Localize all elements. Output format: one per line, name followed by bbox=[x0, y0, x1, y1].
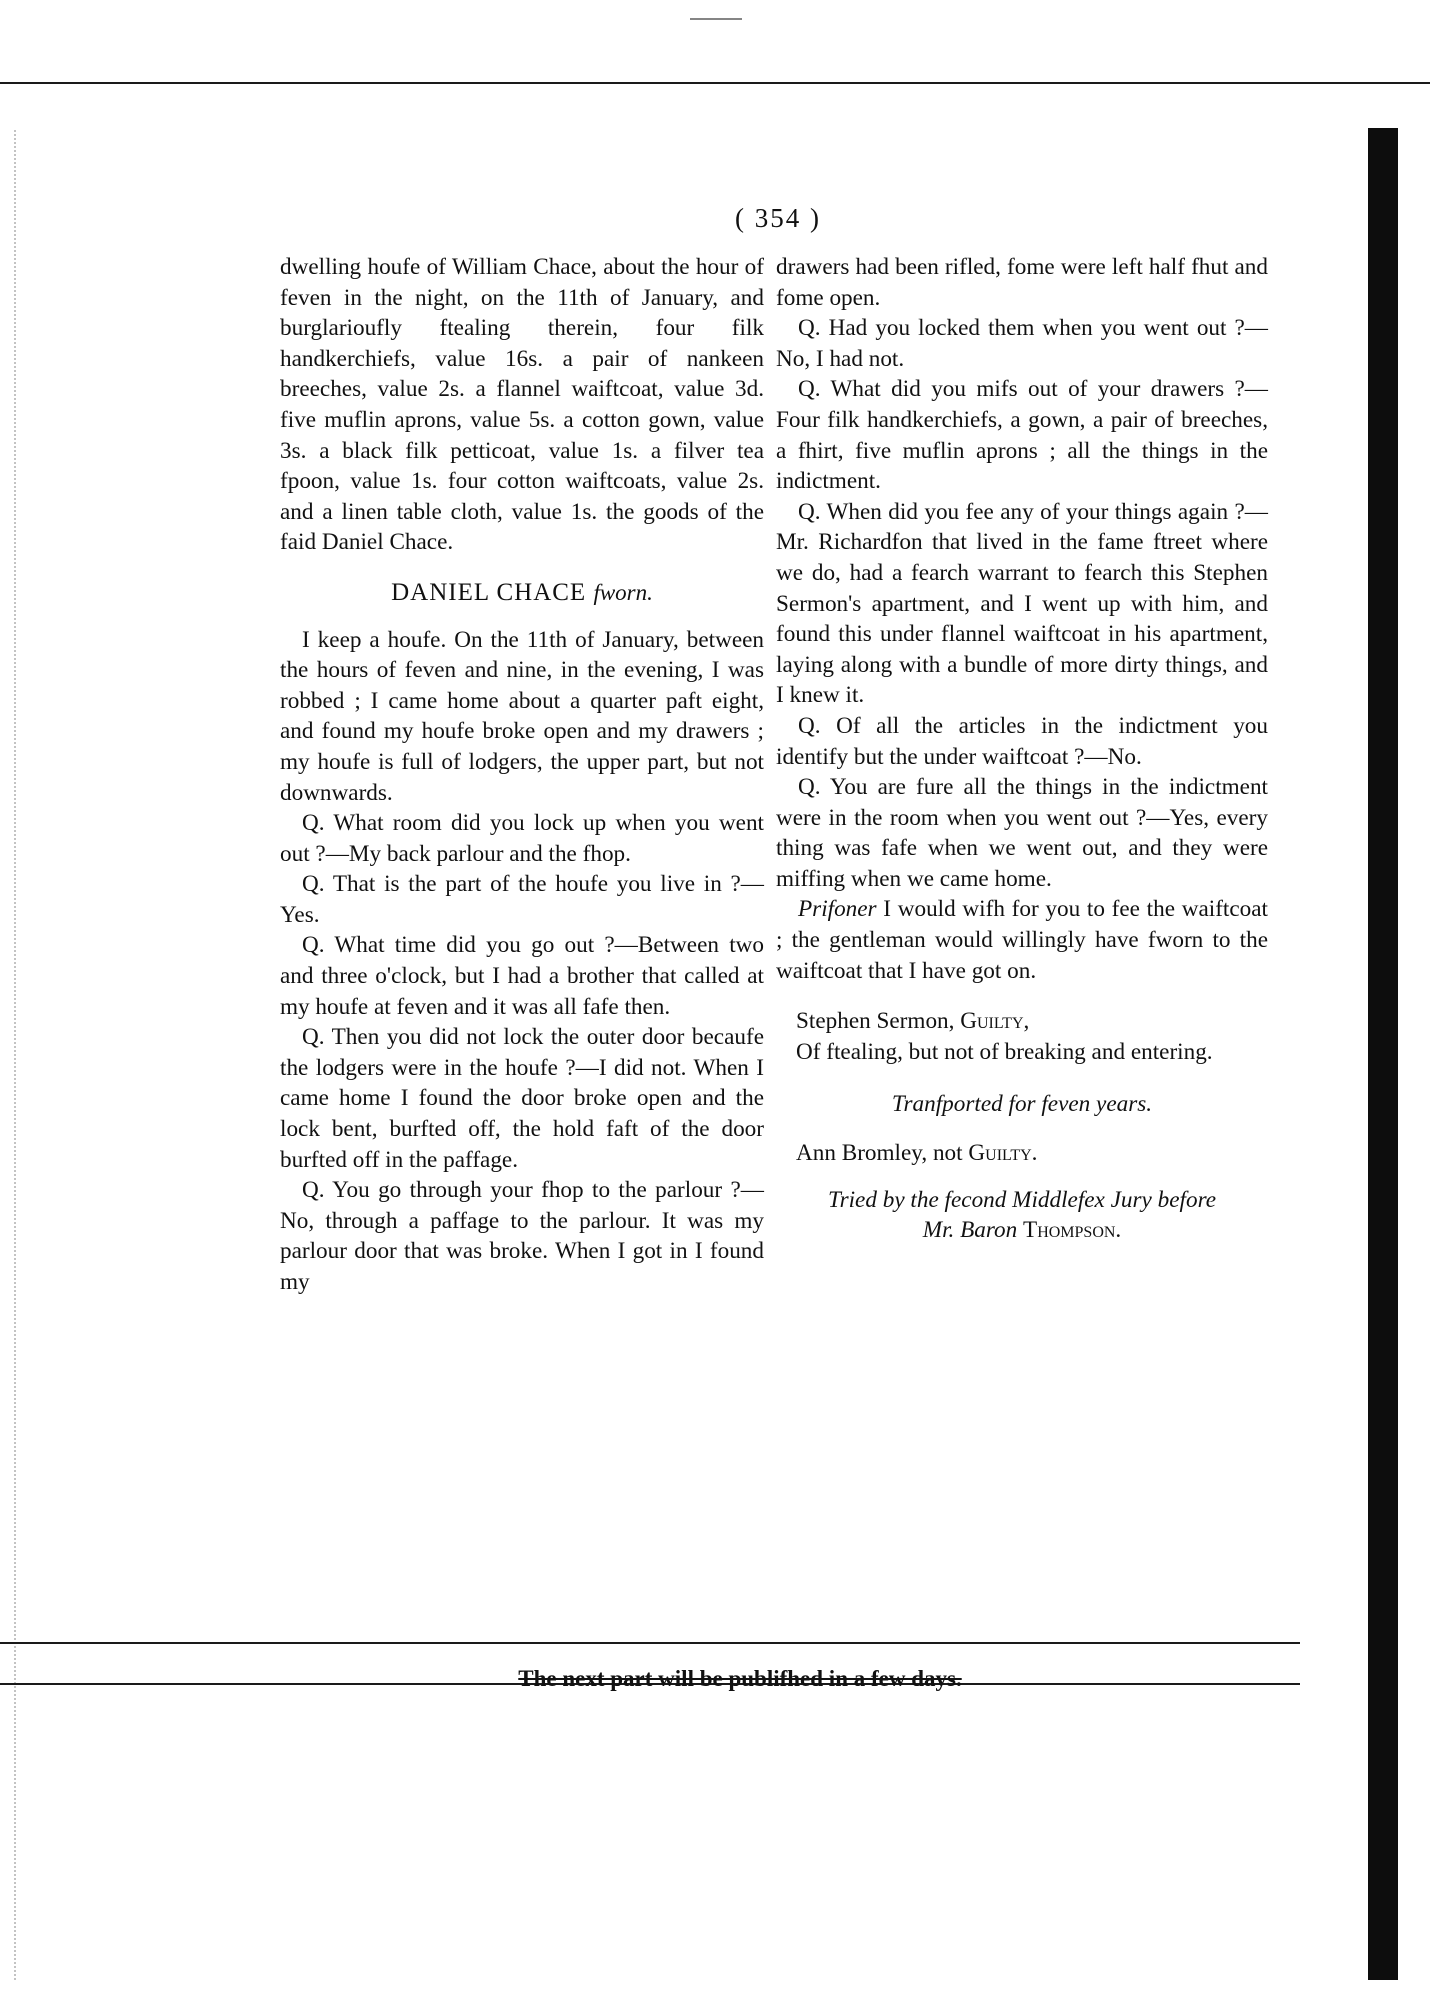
testimony-paragraph: I keep a houfe. On the 11th of January, between the hours of feven and nine, in the evening, I was robbed ; I came home about a quarter paft eight, and found my houfe broke open and my drawers ; my houfe is full of lodgers, the upper part, but not downwards. bbox=[280, 626, 764, 806]
testimony-paragraph: Q. You are fure all the things in the indictment were in the room when you went out ?—Yes, every thing was fafe when we went out, and they were miffing when we came home. bbox=[776, 774, 1268, 892]
prisoner-text: I would wifh for you to fee the waiftcoat ; the gentleman would willingly have fworn to the waiftcoat that I have got on. bbox=[776, 896, 1268, 984]
testimony-paragraph: Q. Then you did not lock the outer door becaufe the lodgers were in the houfe ?—I did not. When I came home I found the door broke open and the lock bent, burfted off, the hold faft of the door burfted off in the paffage. bbox=[280, 1024, 764, 1173]
testimony-paragraph: Q. What room did you lock up when you went out ?—My back parlour and the fhop. bbox=[280, 810, 764, 867]
witness-name: DANIEL CHACE bbox=[391, 578, 587, 606]
indictment-text: dwelling houfe of William Chace, about the hour of feven in the night, on the 11th of January, and burglarioufly ftealing therein, four filk handkerchiefs, value 16s. a pair of nankeen breeches, value 2s. a flannel waiftcoat, value 3d. five muflin aprons, value 5s. a cotton gown, value 3s. a black filk petticoat, value 1s. a filver tea fpoon, value 1s. four cotton waiftcoats, value 2s. and a linen table cloth, value 1s. the goods of the faid Daniel Chace. bbox=[280, 254, 764, 556]
margin-specks bbox=[14, 130, 86, 1980]
sentence: Tranfported for feven years. bbox=[891, 1091, 1153, 1118]
testimony-paragraph: drawers had been rifled, fome were left half fhut and fome open. bbox=[776, 254, 1268, 311]
acquitted-defendant: Ann Bromley, not bbox=[796, 1140, 963, 1167]
verdict-defendant: Stephen Sermon, bbox=[796, 1008, 955, 1035]
prisoner-label: Prifoner bbox=[798, 896, 877, 923]
acquitted-word: Guilty. bbox=[968, 1140, 1038, 1167]
footer-note: The next part will be publifhed in a few days. bbox=[518, 1666, 962, 1691]
scan-edge-shadow bbox=[1368, 128, 1398, 1980]
verdict-line bbox=[776, 1006, 1268, 1037]
testimony-paragraph: Q. When did you fee any of your things again ?— Mr. Richardfon that lived in the fame ftreet where we do, had a fearch warrant to fearch this Stephen Sermon's apartment, and I went up with him, and found this under flannel waiftcoat in his apartment, laying along with a bundle of more dirty things, and I knew it. bbox=[776, 498, 1268, 709]
masthead-smudge bbox=[690, 6, 742, 20]
tried-by: Tried by the fecond Middlefex Jury before bbox=[827, 1186, 1217, 1213]
acquittal-line bbox=[776, 1138, 1268, 1169]
verdict-detail: Of ftealing, but not of breaking and entering. bbox=[796, 1038, 1213, 1065]
testimony-paragraph: Q. What did you mifs out of your drawers ?—Four filk handkerchiefs, a gown, a pair of breeches, a fhirt, five muflin aprons ; all the things in the indictment. bbox=[776, 376, 1268, 495]
bottom-rule bbox=[0, 1642, 1300, 1644]
testimony-paragraph: Q. That is the part of the houfe you live in ?—Yes. bbox=[280, 871, 764, 928]
prisoner-statement bbox=[776, 894, 1268, 986]
testimony-paragraph: Q. What time did you go out ?—Between two and three o'clock, but I had a brother that called at my houfe at feven and it was all fafe then. bbox=[280, 932, 764, 1020]
testimony-paragraph: Q. Of all the articles in the indictment you identify but the under waiftcoat ?—No. bbox=[776, 712, 1268, 770]
judge-prefix: Mr. Baron bbox=[922, 1217, 1018, 1244]
left-column bbox=[280, 252, 764, 1298]
testimony-paragraph: Q. Had you locked them when you went out ?—No, I had not. bbox=[776, 315, 1268, 372]
verdict-guilty: Guilty, bbox=[960, 1008, 1030, 1035]
testimony-paragraph: Q. You go through your fhop to the parlour ?—No, through a paffage to the parlour. It was my parlour door that was broke. When I got in I found my bbox=[280, 1177, 764, 1295]
judge-name: Thompson. bbox=[1023, 1217, 1122, 1244]
judge-line bbox=[776, 1215, 1268, 1246]
top-rule bbox=[0, 82, 1430, 84]
witness-sworn: fworn. bbox=[593, 579, 653, 605]
page-number: ( 354 ) bbox=[735, 203, 821, 233]
right-column bbox=[776, 252, 1268, 1246]
witness-heading bbox=[280, 578, 764, 609]
